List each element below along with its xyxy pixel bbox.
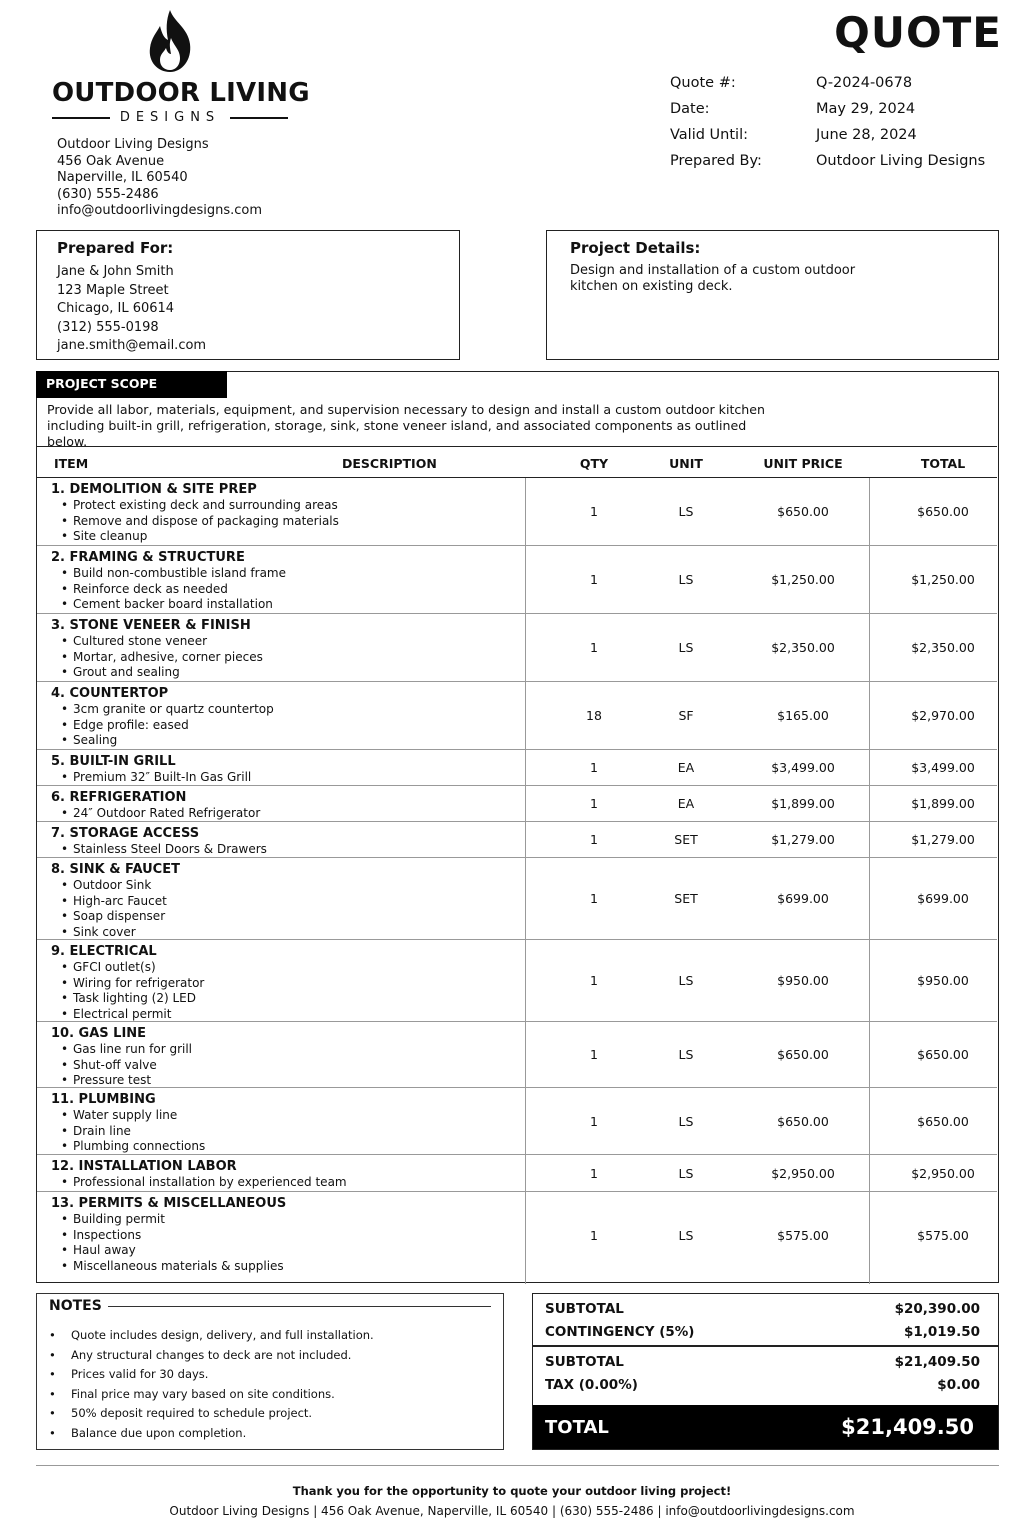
line-item-description bbox=[51, 1159, 521, 1191]
project-details-text: Design and installation of a custom outdoor kitchen on existing deck. bbox=[570, 263, 856, 294]
line-item-detail: • Reinforce deck as needed bbox=[73, 582, 521, 598]
line-item-title: 1. DEMOLITION & SITE PREP bbox=[51, 482, 257, 497]
line-item-unit-price: $950.00 bbox=[777, 973, 829, 988]
meta-label: Prepared By: bbox=[670, 153, 762, 169]
contingency-label: CONTINGENCY (5%) bbox=[545, 1324, 695, 1340]
line-item-detail: • Outdoor Sink bbox=[73, 878, 521, 894]
line-item-detail: • Build non-combustible island frame bbox=[73, 566, 521, 582]
divider bbox=[52, 117, 110, 119]
table-row bbox=[37, 614, 997, 682]
header-item: ITEM bbox=[54, 456, 89, 471]
line-item-description bbox=[51, 754, 521, 786]
line-item-detail: • GFCI outlet(s) bbox=[73, 960, 521, 976]
note-item: • Quote includes design, delivery, and full installation. bbox=[71, 1326, 491, 1346]
line-item-detail: • Remove and dispose of packaging materials bbox=[73, 514, 521, 530]
subtotal2-row bbox=[545, 1354, 980, 1370]
table-row bbox=[37, 1155, 997, 1192]
line-item-detail: • Building permit bbox=[73, 1212, 521, 1228]
quote-meta bbox=[670, 70, 985, 174]
company-email: info@outdoorlivingdesigns.com bbox=[57, 203, 262, 218]
line-item-detail: • Sealing bbox=[73, 733, 521, 749]
company-address bbox=[57, 137, 262, 220]
line-item-description bbox=[51, 862, 521, 941]
flame-icon bbox=[144, 8, 196, 74]
line-item-unit-price: $2,350.00 bbox=[771, 640, 835, 655]
line-item-description bbox=[51, 1026, 521, 1089]
tax-value: $0.00 bbox=[937, 1377, 980, 1393]
line-item-detail: • Soap dispenser bbox=[73, 909, 521, 925]
header-unit-price: UNIT PRICE bbox=[763, 456, 843, 471]
subtotal2-label: SUBTOTAL bbox=[545, 1354, 624, 1370]
contingency-value: $1,019.50 bbox=[903, 1324, 980, 1340]
line-item-unit-price: $1,250.00 bbox=[771, 572, 835, 587]
line-item-unit: LS bbox=[678, 504, 694, 519]
line-item-details bbox=[73, 960, 521, 1023]
line-item-detail: • 24″ Outdoor Rated Refrigerator bbox=[73, 806, 521, 822]
line-item-unit-price: $650.00 bbox=[777, 1047, 829, 1062]
line-item-qty: 1 bbox=[590, 1227, 598, 1243]
line-item-detail: • Pressure test bbox=[73, 1073, 521, 1089]
line-item-details bbox=[73, 702, 521, 749]
table-row bbox=[37, 1192, 997, 1279]
line-item-total: $2,350.00 bbox=[911, 640, 975, 655]
company-city: Naperville, IL 60540 bbox=[57, 170, 188, 185]
footer-contact: Outdoor Living Designs | 456 Oak Avenue, Naperville, IL 60540 | (630) 555-2486 | info@outdoorlivingdesigns.com bbox=[169, 1504, 855, 1518]
contingency-row bbox=[545, 1324, 980, 1340]
line-item-details bbox=[73, 842, 521, 858]
client-info-line: Jane & John Smith bbox=[57, 264, 174, 279]
project-scope-section bbox=[36, 371, 999, 1283]
line-item-unit-price: $650.00 bbox=[777, 1113, 829, 1129]
line-item-unit: LS bbox=[678, 1113, 694, 1129]
line-item-title: 13. PERMITS & MISCELLANEOUS bbox=[51, 1196, 287, 1211]
meta-value: Outdoor Living Designs bbox=[816, 153, 986, 169]
header-qty: QTY bbox=[579, 456, 609, 471]
table-row bbox=[37, 546, 997, 614]
line-item-unit: EA bbox=[677, 796, 695, 811]
tax-label: TAX (0.00%) bbox=[545, 1377, 638, 1393]
totals-box bbox=[532, 1293, 999, 1450]
line-item-title: 7. STORAGE ACCESS bbox=[51, 826, 200, 841]
line-item-title: 10. GAS LINE bbox=[51, 1026, 147, 1041]
project-details-box bbox=[546, 230, 999, 360]
line-item-unit-price: $650.00 bbox=[777, 504, 829, 519]
line-item-detail: • Plumbing connections bbox=[73, 1139, 521, 1155]
line-item-detail: • Cultured stone veneer bbox=[73, 634, 521, 650]
notes-heading-row bbox=[49, 1298, 491, 1314]
line-item-qty: 1 bbox=[590, 1165, 598, 1181]
meta-value: Q-2024-0678 bbox=[816, 75, 913, 91]
line-item-qty: 1 bbox=[590, 572, 598, 587]
footer-divider bbox=[36, 1465, 999, 1466]
line-item-unit: LS bbox=[678, 973, 694, 988]
meta-value: June 28, 2024 bbox=[816, 127, 917, 143]
document-title: QUOTE bbox=[834, 8, 1002, 57]
divider bbox=[230, 117, 288, 119]
line-item-description bbox=[51, 944, 521, 1023]
grand-total-label: TOTAL bbox=[545, 1416, 609, 1438]
line-item-details bbox=[73, 498, 521, 545]
line-item-detail: • 3cm granite or quartz countertop bbox=[73, 702, 521, 718]
tax-row bbox=[545, 1377, 980, 1393]
line-item-details bbox=[73, 770, 521, 786]
project-scope-tab: PROJECT SCOPE bbox=[36, 371, 227, 398]
line-item-qty: 1 bbox=[590, 1113, 598, 1129]
header-unit: UNIT bbox=[669, 456, 703, 471]
line-item-title: 6. REFRIGERATION bbox=[51, 790, 187, 805]
line-item-title: 3. STONE VENEER & FINISH bbox=[51, 618, 251, 633]
client-info-line: Chicago, IL 60614 bbox=[57, 301, 175, 316]
line-item-description bbox=[51, 826, 521, 858]
table-row bbox=[37, 750, 997, 786]
line-item-title: 12. INSTALLATION LABOR bbox=[51, 1159, 237, 1174]
prepared-for-heading: Prepared For: bbox=[57, 239, 174, 257]
table-row bbox=[37, 940, 997, 1022]
table-row bbox=[37, 858, 997, 940]
line-item-details bbox=[73, 806, 521, 822]
line-item-total: $2,970.00 bbox=[911, 708, 975, 723]
line-item-detail: • Mortar, adhesive, corner pieces bbox=[73, 650, 521, 666]
meta-label: Quote #: bbox=[670, 75, 736, 91]
subtotal-label: SUBTOTAL bbox=[545, 1301, 624, 1317]
line-item-detail: • Premium 32″ Built-In Gas Grill bbox=[73, 770, 521, 786]
table-row bbox=[37, 478, 997, 546]
line-item-detail: • Stainless Steel Doors & Drawers bbox=[73, 842, 521, 858]
brand-tagline: DESIGNS bbox=[119, 110, 221, 125]
line-item-title: 9. ELECTRICAL bbox=[51, 944, 157, 959]
project-scope-text: Provide all labor, materials, equipment, and supervision necessary to design and install a custom outdoor kitchen including built-in grill, refrigeration, storage, sink, stone veneer island, and associated components as outlined below. bbox=[47, 402, 766, 449]
line-item-unit: LS bbox=[678, 572, 694, 587]
grand-total-bar bbox=[533, 1405, 998, 1449]
table-row bbox=[37, 1022, 997, 1088]
meta-label: Date: bbox=[670, 101, 710, 117]
meta-row bbox=[670, 122, 985, 148]
line-item-detail: • Site cleanup bbox=[73, 529, 521, 545]
line-item-detail: • Electrical permit bbox=[73, 1007, 521, 1023]
line-item-qty: 1 bbox=[590, 796, 598, 811]
notes-heading: NOTES bbox=[49, 1298, 102, 1314]
line-item-qty: 1 bbox=[590, 760, 598, 775]
header-description: DESCRIPTION bbox=[342, 456, 437, 471]
line-item-unit-price: $165.00 bbox=[777, 708, 829, 723]
line-item-total: $3,499.00 bbox=[911, 760, 975, 775]
line-item-unit: SF bbox=[678, 708, 694, 723]
client-info-line: (312) 555-0198 bbox=[57, 319, 159, 335]
note-item: • Prices valid for 30 days. bbox=[71, 1365, 491, 1385]
line-item-description bbox=[51, 1092, 521, 1155]
line-item-total: $575.00 bbox=[917, 1227, 969, 1243]
line-item-total: $699.00 bbox=[917, 891, 969, 906]
line-item-detail: • Protect existing deck and surrounding areas bbox=[73, 498, 521, 514]
notes-box bbox=[36, 1293, 504, 1450]
grand-total-value: $21,409.50 bbox=[841, 1415, 974, 1439]
subtotal2-value: $21,409.50 bbox=[894, 1354, 980, 1370]
header-total: TOTAL bbox=[920, 456, 966, 471]
line-item-unit: LS bbox=[678, 640, 694, 655]
subtotal-row bbox=[545, 1301, 980, 1317]
subtotal-value: $20,390.00 bbox=[894, 1301, 980, 1317]
line-item-qty: 1 bbox=[590, 1047, 598, 1062]
line-item-total: $650.00 bbox=[917, 1113, 969, 1129]
line-item-details bbox=[73, 1042, 521, 1089]
note-item: • 50% deposit required to schedule project. bbox=[71, 1404, 491, 1424]
line-item-qty: 1 bbox=[590, 832, 598, 847]
line-item-unit: SET bbox=[674, 832, 698, 847]
line-item-total: $1,279.00 bbox=[911, 832, 975, 847]
line-item-qty: 1 bbox=[590, 504, 598, 519]
client-info-line: jane.smith@email.com bbox=[57, 338, 207, 353]
line-item-qty: 1 bbox=[590, 891, 598, 906]
meta-row bbox=[670, 148, 985, 174]
table-row bbox=[37, 682, 997, 750]
company-street: 456 Oak Avenue bbox=[57, 153, 165, 169]
line-item-detail: • Edge profile: eased bbox=[73, 718, 521, 734]
line-item-title: 4. COUNTERTOP bbox=[51, 686, 169, 701]
line-item-description bbox=[51, 790, 521, 822]
line-item-unit: LS bbox=[678, 1047, 694, 1062]
divider bbox=[108, 1306, 491, 1307]
line-item-detail: • Grout and sealing bbox=[73, 665, 521, 681]
line-item-details bbox=[73, 1175, 521, 1191]
table-header bbox=[37, 446, 997, 478]
line-item-total: $950.00 bbox=[917, 973, 969, 988]
line-item-unit: LS bbox=[678, 1165, 694, 1181]
line-item-total: $1,250.00 bbox=[911, 572, 975, 587]
brand-tagline-row bbox=[52, 110, 288, 125]
line-item-detail: • Drain line bbox=[73, 1124, 521, 1140]
line-item-unit-price: $699.00 bbox=[777, 891, 829, 906]
line-item-unit: EA bbox=[677, 760, 695, 775]
line-item-total: $650.00 bbox=[917, 1047, 969, 1062]
line-item-detail: • Sink cover bbox=[73, 925, 521, 941]
line-item-details bbox=[73, 566, 521, 613]
line-item-details bbox=[73, 878, 521, 941]
line-item-detail: • Professional installation by experienced team bbox=[73, 1175, 521, 1191]
line-item-description bbox=[51, 686, 521, 749]
prepared-for-box bbox=[36, 230, 460, 360]
line-item-details bbox=[73, 1108, 521, 1155]
line-item-total: $1,899.00 bbox=[911, 796, 975, 811]
divider bbox=[533, 1345, 998, 1347]
line-item-total: $2,950.00 bbox=[911, 1165, 975, 1181]
company-name: Outdoor Living Designs bbox=[57, 137, 209, 152]
line-item-unit-price: $2,950.00 bbox=[771, 1165, 835, 1181]
line-item-title: 8. SINK & FAUCET bbox=[51, 862, 180, 877]
line-item-detail: • Wiring for refrigerator bbox=[73, 976, 521, 992]
line-item-unit-price: $3,499.00 bbox=[771, 760, 835, 775]
line-item-description bbox=[51, 482, 521, 545]
table-row bbox=[37, 822, 997, 858]
note-item: • Any structural changes to deck are not included. bbox=[71, 1346, 491, 1366]
note-item: • Balance due upon completion. bbox=[71, 1424, 491, 1444]
line-item-title: 11. PLUMBING bbox=[51, 1092, 156, 1107]
meta-row bbox=[670, 96, 985, 122]
meta-label: Valid Until: bbox=[670, 127, 748, 143]
line-item-qty: 1 bbox=[590, 640, 598, 655]
line-item-title: 2. FRAMING & STRUCTURE bbox=[51, 550, 245, 565]
note-item: • Final price may vary based on site conditions. bbox=[71, 1385, 491, 1405]
line-item-detail: • Shut-off valve bbox=[73, 1058, 521, 1074]
table-row bbox=[37, 1088, 997, 1155]
line-item-unit-price: $1,899.00 bbox=[771, 796, 835, 811]
line-item-details bbox=[73, 1212, 521, 1275]
line-item-detail: • Cement backer board installation bbox=[73, 597, 521, 613]
footer-thanks: Thank you for the opportunity to quote your outdoor living project! bbox=[292, 1484, 732, 1498]
line-item-qty: 18 bbox=[586, 708, 602, 723]
line-item-total: $650.00 bbox=[917, 504, 969, 519]
project-details-heading: Project Details: bbox=[570, 239, 701, 257]
line-item-detail: • Inspections bbox=[73, 1228, 521, 1244]
line-item-unit: LS bbox=[678, 1227, 694, 1243]
line-item-detail: • Task lighting (2) LED bbox=[73, 991, 521, 1007]
line-item-description bbox=[51, 1196, 521, 1275]
line-item-detail: • Haul away bbox=[73, 1243, 521, 1259]
line-item-title: 5. BUILT-IN GRILL bbox=[51, 754, 176, 769]
line-item-details bbox=[73, 634, 521, 681]
table-row bbox=[37, 786, 997, 822]
line-item-detail: • Gas line run for grill bbox=[73, 1042, 521, 1058]
meta-row bbox=[670, 70, 985, 96]
notes-list bbox=[71, 1326, 491, 1444]
company-logo bbox=[52, 8, 310, 125]
line-item-detail: • High-arc Faucet bbox=[73, 894, 521, 910]
line-item-detail: • Miscellaneous materials & supplies bbox=[73, 1259, 521, 1275]
client-info-line: 123 Maple Street bbox=[57, 282, 169, 298]
line-item-unit-price: $575.00 bbox=[777, 1227, 829, 1243]
line-item-description bbox=[51, 618, 521, 681]
company-phone: (630) 555-2486 bbox=[57, 186, 159, 202]
line-item-description bbox=[51, 550, 521, 613]
line-item-detail: • Water supply line bbox=[73, 1108, 521, 1124]
line-item-qty: 1 bbox=[590, 973, 598, 988]
line-item-unit-price: $1,279.00 bbox=[771, 832, 835, 847]
line-item-unit: SET bbox=[674, 891, 698, 906]
brand-name: OUTDOOR LIVING bbox=[52, 78, 310, 108]
meta-value: May 29, 2024 bbox=[816, 101, 916, 117]
